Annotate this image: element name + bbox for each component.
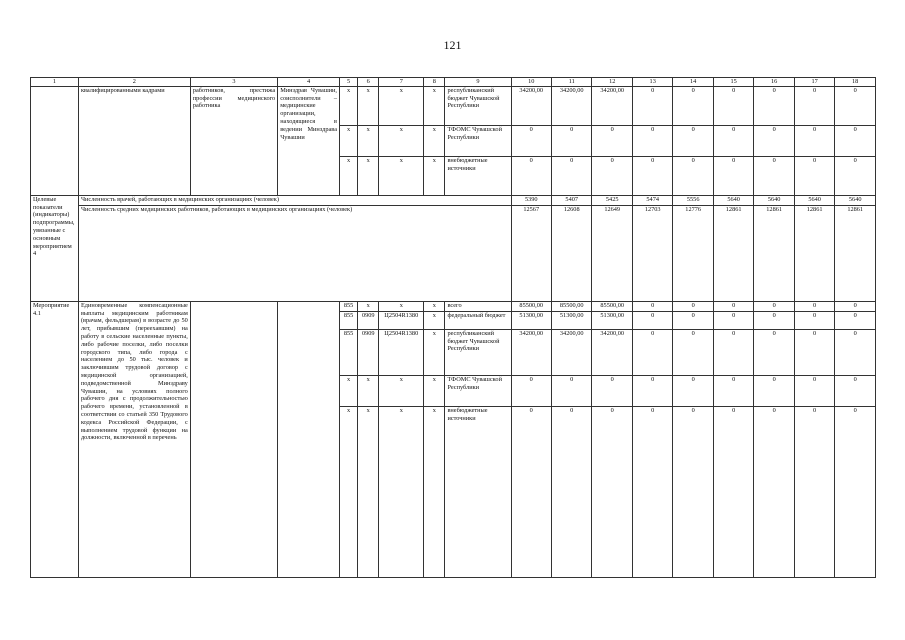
header-cell: 4 (278, 78, 340, 87)
year-value: 0 (673, 406, 713, 577)
year-value: 0 (835, 311, 876, 329)
code-type: x (424, 375, 445, 406)
indicator-value: 12608 (551, 205, 591, 301)
header-cell: 17 (794, 78, 834, 87)
header-cell: 9 (445, 78, 511, 87)
year-value: 0 (511, 406, 551, 577)
year-value: 0 (713, 311, 753, 329)
code-section: 0909 (358, 329, 379, 375)
event-label: Мероприятие 4.1 (31, 301, 79, 577)
code-section: 0909 (358, 311, 379, 329)
code-type: x (424, 301, 445, 311)
header-cell: 2 (78, 78, 190, 87)
year-value: 34200,00 (511, 329, 551, 375)
year-value: 0 (592, 375, 632, 406)
year-value: 0 (713, 301, 753, 311)
header-cell: 1 (31, 78, 79, 87)
indicator-value: 5640 (835, 195, 876, 205)
code-section: x (358, 125, 379, 156)
code-target: x (379, 375, 424, 406)
code-grbs: 855 (339, 329, 357, 375)
header-cell: 18 (835, 78, 876, 87)
year-value: 0 (673, 301, 713, 311)
code-target: Ц2504R1380 (379, 311, 424, 329)
year-value: 0 (835, 125, 876, 156)
indicator-value: 12861 (754, 205, 794, 301)
code-grbs: 855 (339, 311, 357, 329)
year-value: 0 (794, 311, 834, 329)
indicator-value: 12861 (794, 205, 834, 301)
code-grbs: x (339, 86, 357, 125)
year-value: 0 (713, 125, 753, 156)
code-type: x (424, 329, 445, 375)
header-cell: 11 (551, 78, 591, 87)
header-cell: 3 (190, 78, 277, 87)
year-value: 34200,00 (592, 86, 632, 125)
code-type: x (424, 406, 445, 577)
year-value: 0 (673, 86, 713, 125)
indicator-value: 12703 (632, 205, 672, 301)
year-value: 0 (794, 375, 834, 406)
header-cell: 8 (424, 78, 445, 87)
program-table (30, 77, 876, 578)
year-value: 0 (632, 301, 672, 311)
year-value: 0 (673, 125, 713, 156)
year-value: 0 (592, 406, 632, 577)
target-row (31, 195, 876, 205)
header-cell: 13 (632, 78, 672, 87)
funding-source: всего (445, 301, 511, 311)
code-section: x (358, 406, 379, 577)
indicator-value: 12567 (511, 205, 551, 301)
funding-source: ТФОМС Чувашской Республики (445, 125, 511, 156)
table-body (31, 78, 876, 578)
year-value: 0 (632, 329, 672, 375)
indicator-value: 5390 (511, 195, 551, 205)
event-description: Единовременные компенсационные выплаты медицинским работникам (врачам, фельдшерам) в возрасте до 50 лет, прибывшим (переехавшим) на работу в сельские населенные пункты, либо рабочие поселки, либо поселки городского типа, либо города с населением до 50 тыс. человек и заключившим трудовой договор с медицинской организацией, подведомственной Минздраву Чувашии, на условиях полного рабочего дня с продолжительностью рабочего времени, установленной в соответствии со статьей 350 Трудового кодекса Российской Федерации, с выполнением трудовой функции на должности, включенной в перечень (78, 301, 190, 577)
year-value: 85500,00 (511, 301, 551, 311)
year-value: 34200,00 (592, 329, 632, 375)
year-value: 0 (794, 156, 834, 195)
header-cell: 10 (511, 78, 551, 87)
indicator-value: 5474 (632, 195, 672, 205)
code-target: x (379, 301, 424, 311)
indicator-name: Численность средних медицинских работников, работающих в медицинских организациях (человек) (78, 205, 511, 301)
year-value: 0 (794, 406, 834, 577)
indicator-value: 12861 (713, 205, 753, 301)
year-value: 0 (754, 156, 794, 195)
year-value: 0 (673, 329, 713, 375)
year-value: 0 (673, 156, 713, 195)
year-value: 0 (632, 156, 672, 195)
year-value: 85500,00 (592, 301, 632, 311)
year-value: 0 (551, 125, 591, 156)
event-goal: работников, престижа профессии медицинского работника (190, 86, 277, 195)
year-value: 34200,00 (551, 86, 591, 125)
indicator-value: 12861 (835, 205, 876, 301)
year-value: 0 (754, 329, 794, 375)
year-value: 0 (632, 406, 672, 577)
code-grbs: x (339, 125, 357, 156)
year-value: 34200,00 (551, 329, 591, 375)
year-value: 0 (551, 406, 591, 577)
year-value: 0 (713, 86, 753, 125)
code-type: x (424, 125, 445, 156)
year-value: 0 (673, 375, 713, 406)
year-value: 0 (794, 301, 834, 311)
year-value: 0 (754, 375, 794, 406)
year-value: 0 (551, 156, 591, 195)
indicator-value: 5407 (551, 195, 591, 205)
year-value: 0 (713, 156, 753, 195)
year-value: 0 (713, 406, 753, 577)
year-value: 0 (794, 86, 834, 125)
indicator-value: 5425 (592, 195, 632, 205)
code-grbs: x (339, 375, 357, 406)
year-value: 51300,00 (592, 311, 632, 329)
responsible-executor: Минздрав Чувашии, соисполнители – медицинские организации, находящиеся в ведении Минздрава Чувашии (278, 86, 340, 195)
year-value: 0 (754, 301, 794, 311)
year-value: 0 (511, 156, 551, 195)
year-value: 0 (835, 375, 876, 406)
year-value: 51300,00 (551, 311, 591, 329)
event-description: квалифицированными кадрами (78, 86, 190, 195)
indicator-value: 5640 (794, 195, 834, 205)
code-section: x (358, 375, 379, 406)
year-value: 0 (835, 301, 876, 311)
code-section: x (358, 301, 379, 311)
year-value: 0 (835, 156, 876, 195)
code-section: x (358, 86, 379, 125)
code-grbs: x (339, 156, 357, 195)
code-type: x (424, 311, 445, 329)
funding-source: ТФОМС Чувашской Республики (445, 375, 511, 406)
year-value: 0 (592, 156, 632, 195)
target-indicators-label: Целевые показатели (индикаторы) подпрограммы, увязанные с основным мероприятием 4 (31, 195, 79, 301)
header-cell: 15 (713, 78, 753, 87)
code-target: x (379, 125, 424, 156)
indicator-value: 5556 (673, 195, 713, 205)
year-value: 0 (632, 86, 672, 125)
year-value: 0 (754, 125, 794, 156)
indicator-value: 5640 (754, 195, 794, 205)
year-value: 0 (673, 311, 713, 329)
code-section: x (358, 156, 379, 195)
table-header-row (31, 78, 876, 87)
header-cell: 14 (673, 78, 713, 87)
year-value: 0 (794, 329, 834, 375)
indicator-value: 12649 (592, 205, 632, 301)
code-target: x (379, 86, 424, 125)
code-type: x (424, 156, 445, 195)
header-cell: 16 (754, 78, 794, 87)
code-target: x (379, 406, 424, 577)
year-value: 0 (754, 406, 794, 577)
code-target: x (379, 156, 424, 195)
year-value: 0 (835, 406, 876, 577)
code-type: x (424, 86, 445, 125)
cell-empty (278, 301, 340, 577)
code-target: Ц2504R1380 (379, 329, 424, 375)
year-value: 0 (511, 375, 551, 406)
cell-empty (190, 301, 277, 577)
year-value: 0 (632, 375, 672, 406)
indicator-name: Численность врачей, работающих в медицинских организациях (человек) (78, 195, 511, 205)
funding-source: федеральный бюджет (445, 311, 511, 329)
year-value: 0 (794, 125, 834, 156)
cell-empty (31, 86, 79, 195)
year-value: 0 (835, 329, 876, 375)
header-cell: 7 (379, 78, 424, 87)
year-value: 0 (551, 375, 591, 406)
funding-source: республиканский бюджет Чувашской Республики (445, 86, 511, 125)
indicator-value: 5640 (713, 195, 753, 205)
year-value: 51300,00 (511, 311, 551, 329)
funding-source: республиканский бюджет Чувашской Республики (445, 329, 511, 375)
funding-source: внебюджетные источники (445, 406, 511, 577)
header-cell: 12 (592, 78, 632, 87)
funding-source: внебюджетные источники (445, 156, 511, 195)
year-value: 85500,00 (551, 301, 591, 311)
year-value: 0 (835, 86, 876, 125)
year-value: 0 (632, 125, 672, 156)
target-row (31, 205, 876, 301)
year-value: 34200,00 (511, 86, 551, 125)
year-value: 0 (632, 311, 672, 329)
year-value: 0 (511, 125, 551, 156)
year-value: 0 (592, 125, 632, 156)
page-number: 121 (443, 38, 462, 52)
code-grbs: 855 (339, 301, 357, 311)
year-value: 0 (713, 329, 753, 375)
indicator-value: 12776 (673, 205, 713, 301)
code-grbs: x (339, 406, 357, 577)
year-value: 0 (754, 86, 794, 125)
year-value: 0 (754, 311, 794, 329)
header-cell: 6 (358, 78, 379, 87)
event-row (31, 301, 876, 311)
table-row (31, 86, 876, 125)
header-cell: 5 (339, 78, 357, 87)
year-value: 0 (713, 375, 753, 406)
